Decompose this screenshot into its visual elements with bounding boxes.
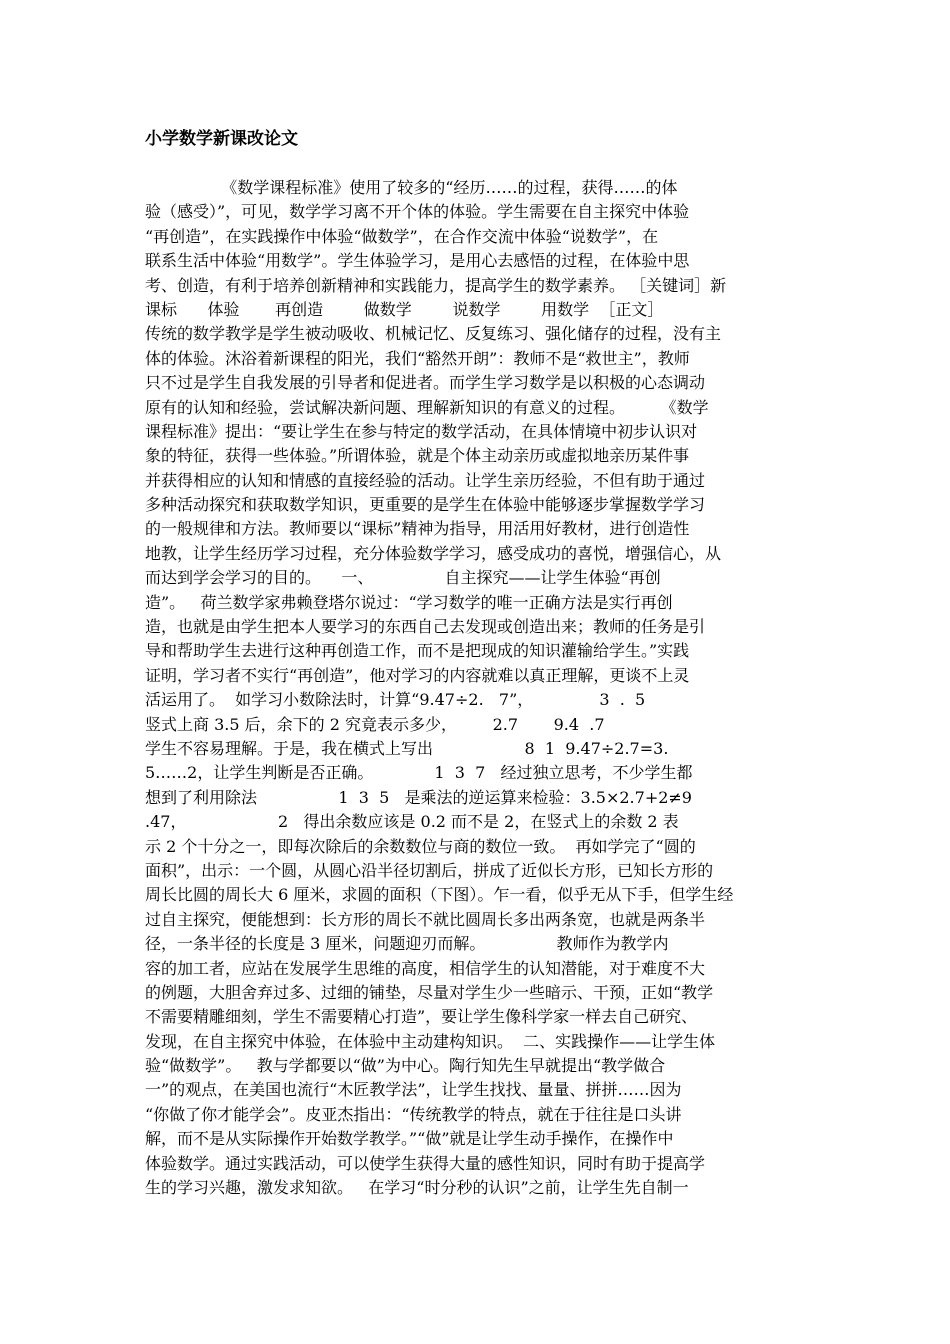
text-line: 课程标准》提出：“要让学生在参与特定的数学活动，在具体情境中初步认识对: [145, 421, 698, 441]
text-line: 过自主探究，便能想到：长方形的周长不就比圆周长多出两条宽，也就是两条半: [145, 909, 706, 929]
text-line: 一”的观点，在美国也流行“木匠教学法”，让学生找找、量量、拼拼……因为: [145, 1080, 682, 1100]
text-line: 5……2，让学生判断是否正确。 1 3 7 经过独立思考，不少学生都: [145, 763, 693, 783]
text-line: 生的学习兴趣，激发求知欲。 在学习“时分秒的认识”之前，让学生先自制一: [145, 1178, 689, 1198]
text-line: 原有的认知和经验，尝试解决新问题、理解新知识的有意义的过程。 《数学: [145, 397, 709, 417]
text-line: 联系生活中体验“用数学”。学生体验学习，是用心去感悟的过程，在体验中思: [145, 251, 690, 271]
text-line: 传统的数学教学是学生被动吸收、机械记忆、反复练习、强化储存的过程，没有主: [145, 324, 722, 344]
text-line: 证明，学习者不实行“再创造”，他对学习的内容就难以真正理解，更谈不上灵: [145, 665, 690, 685]
text-line: 只不过是学生自我发展的引导者和促进者。而学生学习数学是以积极的心态调动: [145, 373, 706, 393]
text-line: 发现，在自主探究中体验，在体验中主动建构知识。 二、实践操作——让学生体: [145, 1031, 716, 1051]
text-line: 《数学课程标准》使用了较多的“经历……的过程，获得……的体: [145, 178, 678, 197]
text-line: 考、创造，有利于培养创新精神和实践能力，提高学生的数学素养。 ［关键词］新: [145, 275, 727, 295]
text-line: 面积”，出示：一个圆，从圆心沿半径切割后，拼成了近似长方形，已知长方形的: [145, 860, 714, 880]
text-line: 径，一条半径的长度是 3 厘米，问题迎刃而解。 教师作为教学内: [145, 934, 669, 954]
text-line: 验“做数学”。 教与学都要以“做”为中心。陶行知先生早就提出“教学做合: [145, 1056, 666, 1076]
text-line: 导和帮助学生去进行这种再创造工作，而不是把现成的知识灌输给学生。”实践: [145, 641, 690, 661]
document-title: 小学数学新课改论文: [145, 129, 298, 149]
text-line: 竖式上商 3.5 后，余下的 2 究竟表示多少， 2.7 9.4 .7: [145, 714, 605, 734]
document-body: [145, 176, 810, 1200]
text-line: 学生不容易理解。于是，我在横式上写出 8 1 9.47÷2.7=3.: [145, 738, 669, 758]
text-line: 不需要精雕细刻，学生不需要精心打造”，要让学生像科学家一样去自己研究、: [145, 1007, 698, 1027]
text-line: 多种活动探究和获取数学知识，更重要的是学生在体验中能够逐步掌握数学学习: [145, 495, 706, 515]
text-line: 象的特征，获得一些体验。”所谓体验，就是个体主动亲历或虚拟地亲历某件事: [145, 446, 690, 466]
text-line: 活运用了。 如学习小数除法时，计算“9.47÷2. 7”， 3 . 5: [145, 690, 646, 710]
text-line: 造，也就是由学生把本人要学习的东西自己去发现或创造出来；教师的任务是引: [145, 617, 706, 637]
text-line: 而达到学会学习的目的。 一、 自主探究——让学生体验“再创: [145, 568, 661, 588]
text-line: 验（感受）”，可见，数学学习离不开个体的体验。学生需要在自主探究中体验: [145, 202, 690, 222]
text-line: 体的体验。沐浴着新课程的阳光，我们“豁然开朗”：教师不是“救世主”，教师: [145, 348, 690, 368]
text-line: “再创造”，在实践操作中体验“做数学”，在合作交流中体验“说数学”，在: [145, 226, 659, 246]
text-line: 想到了利用除法 1 3 5 是乘法的逆运算来检验：3.5×2.7+2≠9: [145, 787, 692, 807]
text-line: .47， 2 得出余数应该是 0.2 而不是 2，在竖式上的余数 2 表: [145, 812, 679, 832]
text-line: 课标 体验 再创造 做数学 说数学 用数学 ［正文］: [145, 299, 664, 319]
text-line: 解，而不是从实际操作开始数学教学。”“做”就是让学生动手操作，在操作中: [145, 1129, 674, 1149]
text-line: 体验数学。通过实践活动，可以使学生获得大量的感性知识，同时有助于提高学: [145, 1153, 706, 1173]
text-line: 地教，让学生经历学习过程，充分体验数学学习，感受成功的喜悦，增强信心，从: [145, 543, 722, 563]
text-line: 造”。 荷兰数学家弗赖登塔尔说过：“学习数学的唯一正确方法是实行再创: [145, 592, 673, 612]
text-line: 的例题，大胆舍弃过多、过细的铺垫，尽量对学生少一些暗示、干预，正如“教学: [145, 982, 714, 1002]
text-line: “你做了你才能学会”。皮亚杰指出：“传统教学的特点，就在于往往是口头讲: [145, 1104, 682, 1124]
text-line: 并获得相应的认知和情感的直接经验的活动。让学生亲历经验，不但有助于通过: [145, 470, 706, 490]
text-line: 示 2 个十分之一，即每次除后的余数数位与商的数位一致。 再如学完了“圆的: [145, 836, 696, 856]
text-line: 的一般规律和方法。教师要以“课标”精神为指导，用活用好教材，进行创造性: [145, 519, 690, 539]
text-line: 周长比圆的周长大 6 厘米，求圆的面积（下图）。乍一看，似乎无从下手，但学生经: [145, 885, 734, 905]
text-line: 容的加工者，应站在发展学生思维的高度，相信学生的认知潜能，对于难度不大: [145, 958, 706, 978]
